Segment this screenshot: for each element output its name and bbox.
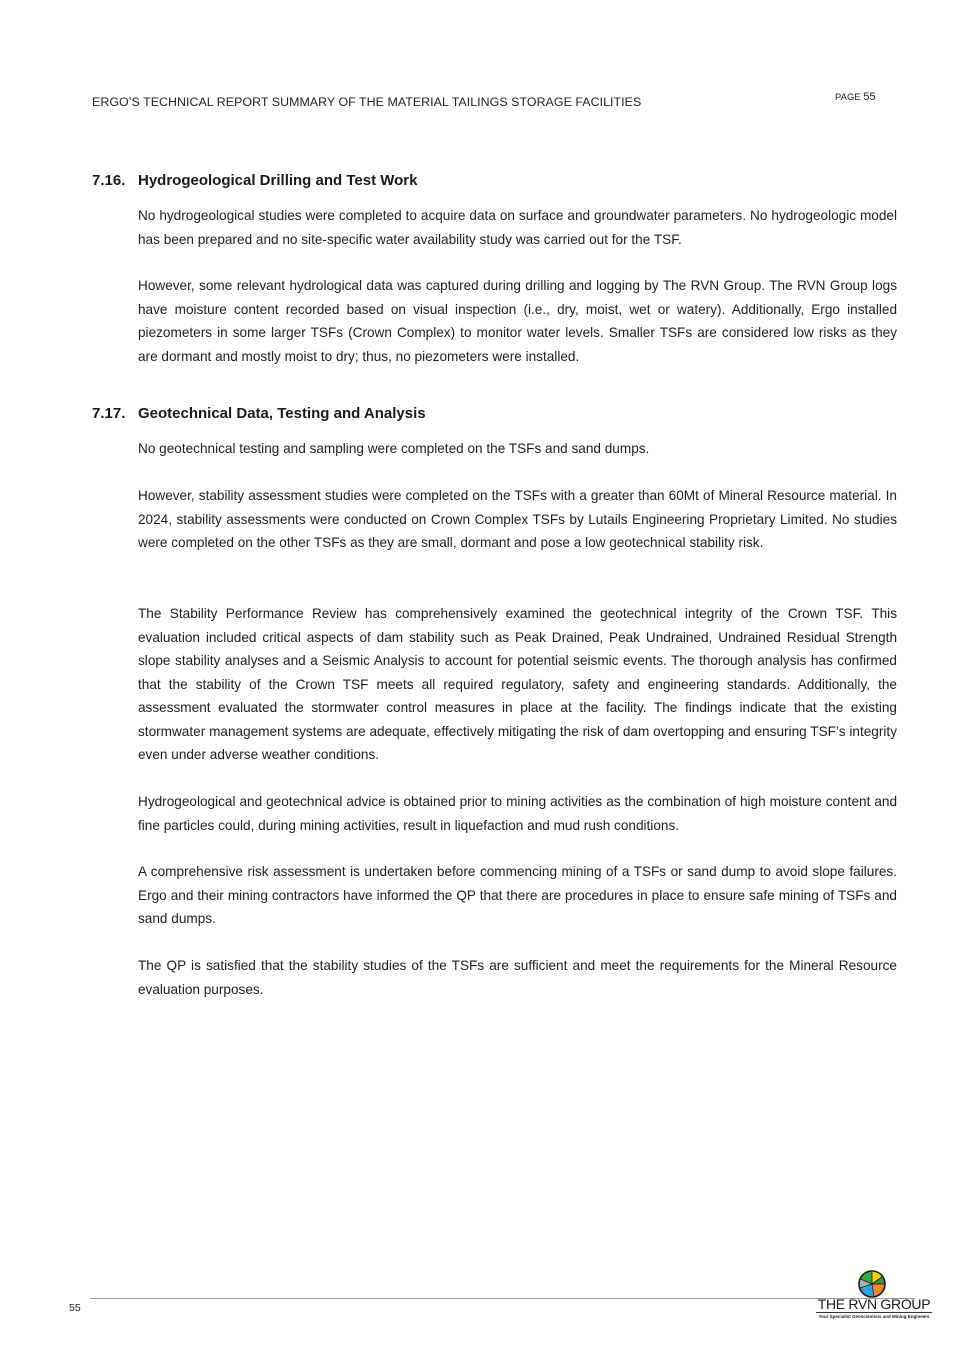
section-title: Geotechnical Data, Testing and Analysis (138, 405, 426, 422)
paragraph: However, some relevant hydrological data was captured during drilling and logging by The RVN Group. The RVN Group logs have moisture content recorded based on visual inspection (i.e., dry, moist, wet or watery). Additionally, Ergo installed piezometers in some larger TSFs (Crown Complex) to monitor water levels. Smaller TSFs are considered low risks as they are dormant and mostly moist to dry; thus, no piezometers were installed. (138, 278, 897, 364)
logo-wordmark: THE RVN GROUP (817, 1296, 931, 1312)
rvn-group-logo (812, 1268, 936, 1328)
paragraph: However, stability assessment studies were completed on the TSFs with a greater than 60Mt of Mineral Resource material. In 2024, stability assessments were conducted on Crown Complex TSFs by Lutails Engineering Proprietary Limited. No studies were completed on the other TSFs as they are small, dormant and pose a low geotechnical stability risk. (138, 488, 897, 550)
paragraph: No geotechnical testing and sampling were completed on the TSFs and sand dumps. (138, 441, 650, 456)
page-number: 55 (863, 91, 876, 103)
page-label: PAGE (835, 92, 861, 103)
report-title: ERGO’S TECHNICAL REPORT SUMMARY OF THE MATERIAL TAILINGS STORAGE FACILITIES (92, 95, 642, 109)
paragraph: Hydrogeological and geotechnical advice is obtained prior to mining activities as the combination of high moisture content and fine particles could, during mining activities, result in liquefaction and mud rush conditions. (138, 794, 897, 833)
logo-tagline: Your Specialist Geoscientists and Mining Engineers (818, 1314, 930, 1319)
footer-page-number: 55 (69, 1302, 81, 1314)
section-number: 7.17. (92, 405, 126, 422)
header-page-number (835, 91, 876, 103)
section-title: Hydrogeological Drilling and Test Work (138, 172, 418, 189)
paragraph: No hydrogeological studies were completed to acquire data on surface and groundwater parameters. No hydrogeologic model has been prepared and no site-specific water availability study was carried out for the TSF. (138, 208, 897, 247)
section-number: 7.16. (92, 172, 126, 189)
pie-logo-icon (858, 1270, 886, 1298)
footer-divider (90, 1298, 915, 1299)
paragraph: The QP is satisfied that the stability studies of the TSFs are sufficient and meet the requirements for the Mineral Resource evaluation purposes. (138, 958, 897, 997)
paragraph: The Stability Performance Review has comprehensively examined the geotechnical integrity of the Crown TSF. This evaluation included critical aspects of dam stability such as Peak Drained, Peak Undrained, Undrained Residual Strength slope stability analyses and a Seismic Analysis to account for potential seismic events. The thorough analysis has confirmed that the stability of the Crown TSF meets all required regulatory, safety and engineering standards. Additionally, the assessment evaluated the stormwater control measures in place at the facility. The findings indicate that the existing stormwater management systems are adequate, effectively mitigating the risk of dam overtopping and ensuring TSF’s integrity even under adverse weather conditions. (138, 606, 897, 762)
section-heading-7-17 (92, 405, 426, 422)
section-heading-7-16 (92, 172, 417, 189)
paragraph: A comprehensive risk assessment is undertaken before commencing mining of a TSFs or sand dump to avoid slope failures. Ergo and their mining contractors have informed the QP that there are procedures in place to ensure safe mining of TSFs and sand dumps. (138, 864, 897, 926)
